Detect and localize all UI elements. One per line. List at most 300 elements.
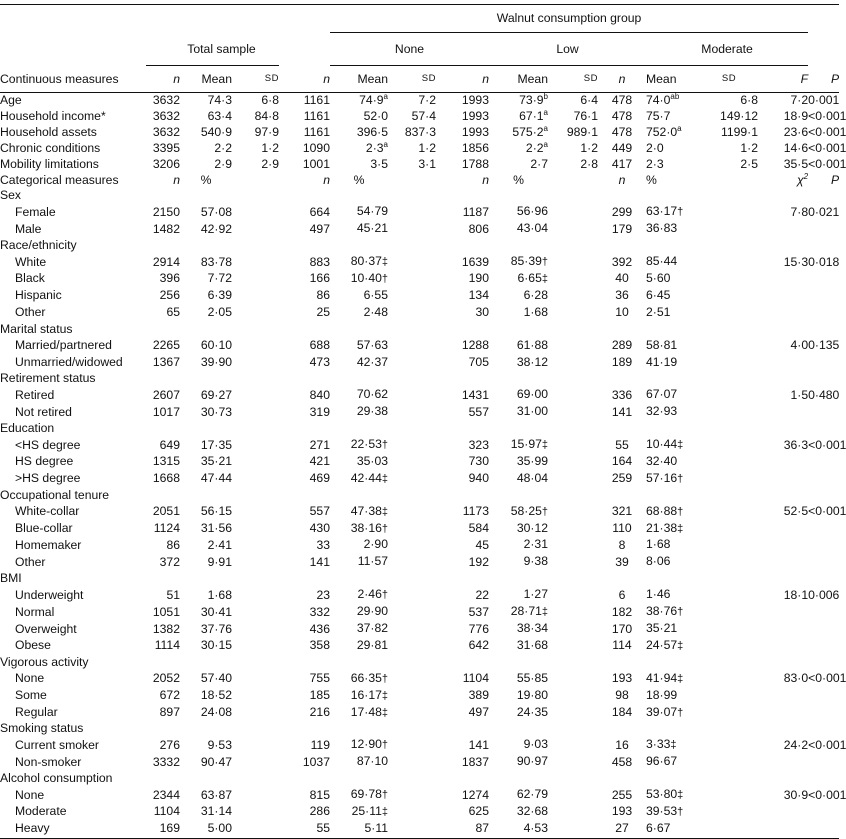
empty-cell [646,488,700,504]
none-n: 664 [309,204,330,219]
empty-cell [700,537,758,554]
group-title-row [0,571,839,587]
low-n: 1288 [461,338,489,353]
table-row [0,109,839,125]
empty-cell [388,288,436,305]
empty-cell [548,305,598,322]
row-label: White [15,254,47,269]
empty-cell [232,221,279,238]
empty-cell [180,655,232,671]
low-pct [489,387,548,404]
moderate-n: 392 [611,254,633,269]
empty-cell [700,671,758,688]
empty-cell [279,188,330,204]
empty-cell [548,587,598,604]
low-n: 1173 [462,504,489,519]
empty-cell [700,338,758,355]
empty-cell [489,371,548,387]
low-pct [489,821,548,838]
significance-mark: † [677,206,684,219]
significance-mark: ‡ [541,606,548,619]
cell-value: 38·76 [646,604,678,619]
col-sd: SD [700,66,758,93]
total-n: 169 [146,821,180,838]
moderate-n: 417 [611,156,633,171]
row-label: Homemaker [15,537,82,552]
empty-cell [808,305,839,322]
none-pct [330,221,388,238]
total-pct: 30·41 [200,604,232,619]
chi-square-value: 83·0 [783,671,809,686]
cell-value: 6·65 [517,270,542,285]
empty-cell [700,804,758,821]
empty-cell [700,471,758,488]
empty-cell [436,771,489,787]
empty-cell [388,754,436,771]
cell-value: 38·16 [350,520,382,535]
none-group-header: None [330,33,489,66]
moderate-n: 36 [615,288,629,303]
empty-cell [758,554,808,571]
low-sd: 989·1 [566,124,598,139]
table-row [0,638,839,655]
empty-cell [758,821,808,838]
empty-cell [388,804,436,821]
table-row [0,288,839,305]
table-row [0,504,839,521]
total-sd: 84·8 [254,108,279,123]
empty-cell [489,322,548,338]
empty-cell [700,604,758,621]
empty-cell [646,421,700,437]
p-value: <0·001 [808,108,846,123]
cell-value: 39·53 [646,803,678,818]
col-pct: % [200,172,212,187]
none-n: 469 [309,471,330,486]
cell-value: 38·12 [516,354,548,369]
empty-cell [758,471,808,488]
none-pct [330,537,388,554]
empty-cell [646,322,700,338]
significance-mark: † [677,505,684,518]
empty-cell [548,254,598,271]
empty-cell [232,721,279,737]
moderate-pct [646,537,700,554]
row-label: Other [15,554,46,569]
cell-value: 16·17 [350,687,382,702]
empty-cell [232,587,279,604]
significance-mark: ‡ [381,706,388,719]
cell-value: 2·2 [525,140,544,155]
empty-cell [232,688,279,705]
empty-cell [758,454,808,471]
none-n: 119 [310,737,330,752]
empty-cell [232,188,279,204]
total-n: 1315 [152,454,180,469]
cell-value: 22·53 [350,437,382,452]
moderate-pct [646,454,700,471]
none-pct [330,587,388,604]
none-n: 883 [309,254,330,269]
group-title-row [0,238,839,254]
significance-mark: † [381,672,388,685]
empty-cell [232,504,279,521]
row-label: White-collar [15,504,80,519]
col-pct: % [513,172,524,187]
empty-cell [808,271,839,288]
total-sd: 2·9 [261,156,279,171]
total-sample-header: Total sample [146,33,279,66]
col-sd: SD [232,66,279,93]
cell-value: 80·37 [350,254,382,269]
empty-cell [279,488,330,504]
low-pct [489,355,548,372]
empty-cell [388,238,436,254]
low-n: 22 [475,587,489,602]
low-n: 1274 [461,787,489,802]
empty-cell [548,421,598,437]
empty-cell [388,571,436,587]
low-n: 625 [468,804,489,819]
cell-value: 39·07 [646,704,678,719]
empty-cell [808,804,839,821]
empty-cell [388,787,436,804]
row-label: Married/partnered [15,338,112,353]
empty-cell [646,238,700,254]
cell-value: 69·78 [350,787,382,802]
cell-superscript: ab [670,92,680,101]
empty-cell [758,804,808,821]
empty-cell [146,571,180,587]
empty-cell [700,173,758,189]
total-pct: 31·56 [200,521,232,536]
table-row [0,404,839,421]
p-value: 0·001 [808,93,840,107]
total-sd: 6·8 [261,93,279,107]
empty-cell [232,254,279,271]
none-pct [330,737,388,754]
empty-cell [548,221,598,238]
low-pct [489,437,548,454]
empty-cell [232,737,279,754]
empty-cell [548,671,598,688]
empty-cell [232,204,279,221]
cell-value: 31·00 [516,404,548,419]
row-label: Overweight [15,621,77,636]
none-n: 23 [316,587,330,602]
table-row [0,271,839,288]
none-pct [330,288,388,305]
low-pct [489,804,548,821]
empty-cell [808,221,839,238]
empty-cell [279,655,330,671]
none-n: 141 [309,554,330,569]
low-n: 1993 [461,124,489,139]
chi-square-value: 4·0 [790,338,809,353]
total-n: 256 [159,288,180,303]
total-sd: 97·9 [254,124,279,139]
empty-cell [146,238,180,254]
low-pct [489,705,548,722]
col-n: n [618,172,626,187]
group-title: Alcohol consumption [0,771,113,786]
empty-cell [700,355,758,372]
empty-cell [388,504,436,521]
moderate-pct [646,271,700,288]
row-label: Heavy [0,821,146,838]
moderate-sd: 149·12 [720,108,758,123]
empty-cell [388,305,436,322]
cell-value: 396·5 [356,124,388,139]
p-value: 0·006 [808,587,840,602]
low-pct [489,504,548,521]
none-n: 473 [309,355,330,369]
p-value: 0·135 [808,338,840,353]
empty-cell [700,771,758,787]
none-n: 840 [309,387,330,402]
total-n: 3632 [152,93,180,107]
total-pct: 5·00 [180,821,232,838]
low-mean [489,125,548,141]
empty-cell [646,188,700,204]
empty-cell [548,737,598,754]
empty-cell [232,771,279,787]
empty-cell [646,655,700,671]
empty-cell [388,371,436,387]
group-title-row [0,421,839,437]
empty-cell [700,504,758,521]
empty-cell [758,238,808,254]
empty-cell [700,721,758,737]
cell-superscript: a [383,92,388,101]
empty-cell [808,454,839,471]
low-n: 584 [468,521,489,536]
low-n: 323 [468,437,489,452]
table-row [0,521,839,538]
empty-cell [700,521,758,538]
empty-cell [180,488,232,504]
empty-cell [388,604,436,621]
empty-cell [232,705,279,722]
table-row [0,355,839,372]
empty-cell [548,322,598,338]
cell-superscript: b [543,92,548,101]
empty-cell [700,437,758,454]
empty-cell [232,305,279,322]
none-n: 1161 [303,124,330,139]
empty-cell [232,173,279,189]
total-pct: 35·21 [200,454,232,469]
empty-cell [700,688,758,705]
none-n: 185 [309,688,330,703]
total-pct: 31·14 [200,804,232,819]
total-mean: 2·9 [214,156,232,171]
chi-square-value: 36·3 [783,437,809,452]
f-statistic: 14·6 [783,140,809,155]
empty-cell [146,188,180,204]
empty-cell [758,521,808,538]
low-n: 192 [468,554,489,569]
total-n: 3632 [152,108,180,123]
moderate-n: 170 [611,621,633,636]
moderate-n: 114 [612,638,632,653]
cell-value: 32·68 [516,803,548,818]
total-n: 3332 [152,754,180,769]
moderate-mean [646,125,700,141]
cell-value: 12·90 [350,737,382,752]
total-n: 2265 [152,338,180,353]
empty-cell [146,421,180,437]
total-pct: 17·35 [200,437,232,452]
cell-value: 5·60 [646,270,671,285]
cell-value: 30·12 [516,520,548,535]
low-pct [489,737,548,754]
empty-cell [436,655,489,671]
cell-value: 2·51 [646,304,671,319]
cell-value: 41·19 [646,354,678,369]
empty-cell [700,254,758,271]
cell-value: 47·38 [350,503,382,518]
cell-value: 31·68 [516,637,548,652]
significance-mark: ‡ [677,439,684,452]
significance-mark: † [381,739,388,752]
empty-cell [548,338,598,355]
table-row [0,671,839,688]
cell-value: 11·57 [357,554,388,569]
cell-value: 18·99 [646,687,678,702]
table-row [0,688,839,705]
significance-mark: ‡ [670,739,677,752]
none-n: 55 [279,821,330,838]
cell-value: 58·81 [646,337,678,352]
low-pct [489,521,548,538]
empty-cell [180,421,232,437]
low-pct [489,671,548,688]
none-pct [330,638,388,655]
total-n: 2607 [152,387,180,402]
cell-value: 15·97 [510,437,542,452]
moderate-n: 478 [611,108,633,123]
empty-cell [598,655,646,671]
empty-cell [180,188,232,204]
col-mean: Mean [489,66,548,93]
significance-mark: ‡ [381,505,388,518]
group-title: Retirement status [0,371,96,386]
empty-cell [388,437,436,454]
table-row [0,554,839,571]
empty-cell [180,721,232,737]
table-row [0,754,839,771]
low-n: 730 [468,454,489,469]
empty-cell [548,454,598,471]
low-n: 705 [468,355,489,369]
cell-value: 10·44 [646,437,678,452]
none-pct [330,254,388,271]
table-row [0,471,839,488]
cell-superscript: a [383,139,388,149]
empty-cell [548,371,598,387]
none-n: 1001 [302,156,330,171]
empty-cell [548,238,598,254]
total-n: 2344 [152,787,180,802]
empty-cell [700,387,758,404]
low-pct [489,454,548,471]
p-value: <0·001 [808,156,846,171]
moderate-n: 55 [615,437,629,452]
none-mean [330,109,388,125]
significance-mark: † [541,505,548,518]
empty-cell [700,288,758,305]
none-n: 497 [309,221,330,236]
moderate-pct [646,821,700,838]
table-row [0,125,839,141]
moderate-pct [646,688,700,705]
total-pct: 42·92 [200,221,232,236]
moderate-pct [646,621,700,638]
moderate-pct [646,355,700,372]
empty-cell [232,571,279,587]
row-label: Current smoker [15,737,99,752]
row-label: None [15,671,45,686]
empty-cell [758,705,808,722]
total-n: 649 [159,437,180,452]
empty-cell [180,322,232,338]
empty-cell [808,521,839,538]
empty-cell [758,721,808,737]
empty-cell [758,638,808,655]
cell-value: 24·35 [516,704,548,719]
f-statistic: 35·5 [783,156,809,171]
chi-square-value: 30·9 [783,787,809,802]
empty-cell [232,554,279,571]
none-n: 815 [309,787,330,802]
total-pct: 1·68 [207,587,232,602]
p-value: <0·001 [808,787,846,802]
total-pct: 37·76 [200,621,232,636]
empty-cell [232,604,279,621]
cell-value: 575·2 [512,124,544,139]
none-mean [330,125,388,141]
chi-symbol: χ [797,172,804,187]
cell-value: 4·53 [523,820,548,835]
total-pct: 57·08 [200,204,232,219]
p-value: <0·001 [808,124,846,139]
empty-cell [232,454,279,471]
row-label: >HS degree [15,471,81,486]
empty-cell [700,705,758,722]
group-title: Race/ethnicity [0,238,77,253]
cell-value: 66·35 [350,670,382,685]
chi-superscript: 2 [803,171,809,181]
walnut-consumption-table [0,4,846,839]
empty-cell [700,204,758,221]
col-pct: % [646,172,657,187]
moderate-n: 193 [611,671,633,686]
row-label: Retired [15,387,55,402]
low-n: 190 [468,271,489,286]
group-title: Education [0,421,55,436]
empty-cell [330,188,388,204]
empty-cell [646,771,700,787]
empty-cell [808,688,839,705]
low-n: 1639 [461,254,489,269]
moderate-sd: 2·5 [740,156,758,171]
empty-cell [700,655,758,671]
moderate-pct [646,705,700,722]
empty-cell [388,721,436,737]
empty-cell [758,604,808,621]
cell-value: 57·63 [356,337,388,352]
